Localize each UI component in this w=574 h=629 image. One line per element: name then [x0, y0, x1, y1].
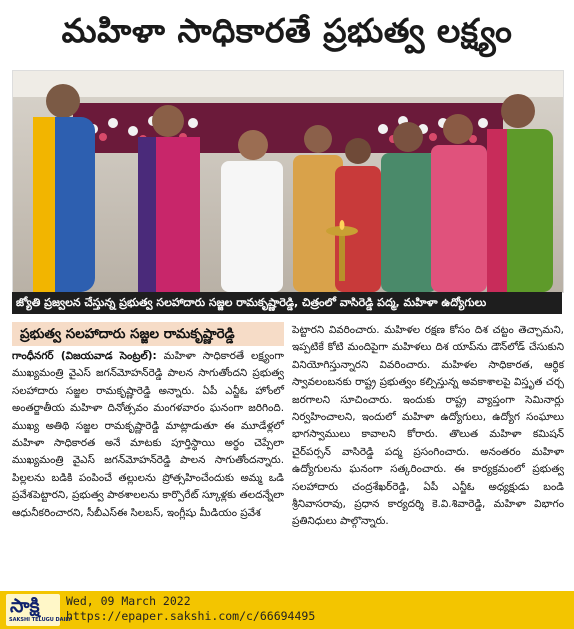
sakshi-logo [6, 594, 72, 626]
footer-info [66, 594, 315, 624]
epaper-link[interactable]: https://epaper.sakshi.com/c/66694495 [66, 609, 316, 623]
article-column-right [292, 322, 564, 531]
photo-illustration [13, 71, 563, 292]
news-photo [12, 70, 564, 293]
article-body-right: పెట్టారని వివరించారు. మహిళల రక్షణ కోసం దిశ చట్టం తెచ్చామని, ఇప్పటికే కోటి మందిపైగా మహిళలు దిశ యాప్‌ను డౌన్‌లోడ్ చేసుకుని వినియోగిస్తున్నారని వివరించారు. మహిళల సాధికారత, ఆర్థిక స్వావలంబనకు రాష్ట్ర ప్రభుత్వం కల్పిస్తున్న అవకాశాలపై విస్తృత చర్చ జరగాలని సూచించారు. ఇందుకు రాష్ట్ర వ్యాప్తంగా సెమినార్లు నిర్వహించాలని, ఇందులో మహిళా ఉద్యోగులు, ఉద్యోగ సంఘాలు భాగస్వాములు కావాలని కోరారు. తొలుత మహిళా కమిషన్ చైర్‌పర్సన్ వాసిరెడ్డి పద్మ ప్రసంగించారు. అనంతరం మహిళా ఉద్యోగులను ఘనంగా సత్కరించారు. ఈ కార్యక్రమంలో ప్రభుత్వ సలహాదారు చంద్రశేఖర్‌రెడ్డి, ఏపీ ఎన్జీఓ అధ్యక్షుడు బండి శ్రీనివాసరావు, ప్రధాన కార్యదర్శి కె.వి.శివారెడ్డి, మహిళా విభాగం ప్రతినిధులు పాల్గొన్నారు. [292, 324, 564, 528]
publish-date: Wed, 09 March 2022 [66, 594, 191, 608]
headline: మహిళా సాధికారతే ప్రభుత్వ లక్ష్యం [61, 10, 513, 50]
footer-bar [0, 591, 574, 629]
article-body-left: మహిళా సాధికారతే లక్ష్యంగా ముఖ్యమంత్రి వైఎస్ జగన్‌మోహన్‌రెడ్డి పాలన సాగుతోందని ప్రభుత్వ సలహాదారు సజ్జల రామకృష్ణారెడ్డి అన్నారు. ఏపీ ఎన్జీఓ హోంలో అంతర్జాతీయ మహిళా దినోత్సవం మంగళవారం ఘనంగా జరిగింది. ముఖ్య అతిథి సజ్జల రామకృష్ణారెడ్డి మాట్లాడుతూ ఈ మూడేళ్లలో మహిళా సాధికారత అనే మాటకు పూర్తిస్థాయి అర్థం చెప్పేలా ముఖ్యమంత్రి వైఎస్ జగన్‌మోహన్‌రెడ్డి పాలన సాగుతోందన్నారు. పిల్లలను బడికి పంపించే తల్లులను ప్రోత్సహించేందుకు అమ్మ ఒడి ప్రవేశపెట్టారని, ప్రభుత్వ పాఠశాలలను కార్పొరేట్ స్కూళ్లకు తలదన్నేలా ఆధునీకరించారని, సీబీఎస్ఈ సిలబస్, ఇంగ్లీషు మీడియం ప్రవేశ [12, 350, 284, 519]
article-subhead: ప్రభుత్వ సలహాదారు సజ్జల రామకృష్ణారెడ్డి [12, 322, 284, 346]
photo-caption: జ్యోతి ప్రజ్వలన చేస్తున్న ప్రభుత్వ సలహాదారు సజ్జల రామకృష్ణారెడ్డి, చిత్రంలో వాసిరెడ్డి పద్మ, మహిళా ఉద్యోగులు [12, 292, 562, 314]
article-column-left [12, 348, 284, 522]
dateline: గాంధీనగర్ (విజయవాడ సెంట్రల్): [12, 350, 157, 362]
logo-subtitle: SAKSHI TELUGU DAILY [9, 617, 72, 623]
logo-text: సాక్షి [10, 595, 40, 617]
